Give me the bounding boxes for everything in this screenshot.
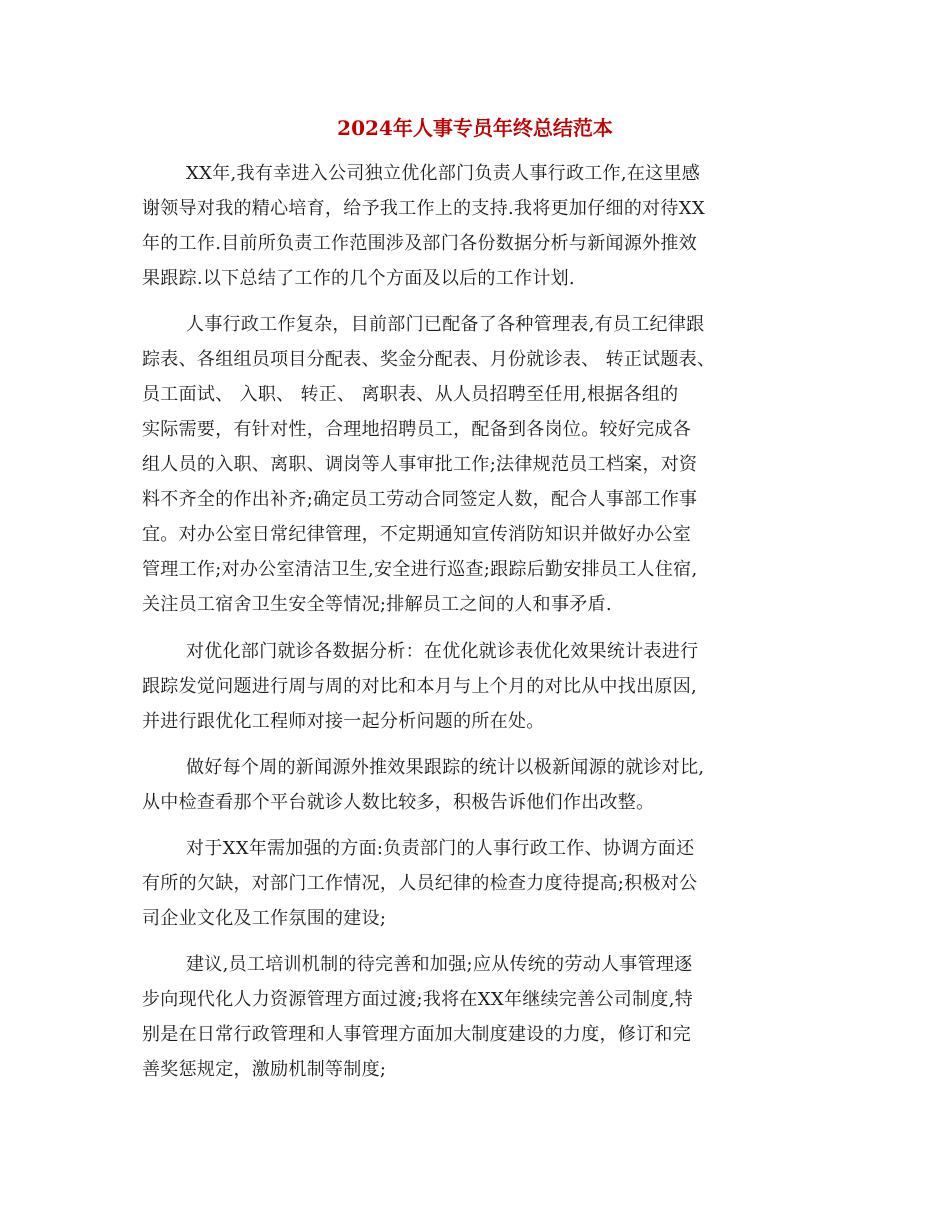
paragraph-line: 员工面试、 入职、 转正、 离职表、从人员招聘至任用,根据各组的 (142, 384, 679, 405)
paragraph-line: 关注员工宿舍卫生安全等情况;排解员工之间的人和事矛盾. (142, 594, 612, 615)
paragraph-line: 对优化部门就诊各数据分析：在优化就诊表优化效果统计表进行 (186, 641, 699, 662)
paragraph-line: 别是在日常行政管理和人事管理方面加大制度建设的力度，修订和完 (142, 1024, 691, 1045)
paragraph-line: 司企业文化及工作氛围的建设; (142, 908, 387, 929)
paragraph-line: 对于XX年需加强的方面:负责部门的人事行政工作、协调方面还 (186, 838, 695, 859)
paragraph-line: 实际需要，有针对性，合理地招聘员工，配备到各岗位。较好完成各 (142, 419, 691, 440)
paragraph-line: 建议,员工培训机制的待完善和加强;应从传统的劳动人事管理逐 (186, 954, 693, 975)
document-title: 2024年人事专员年终总结范本 (337, 116, 613, 140)
paragraph-line: XX年,我有幸进入公司独立优化部门负责人事行政工作,在这里感 (186, 163, 701, 184)
paragraph-line: 善奖惩规定，激励机制等制度; (142, 1059, 387, 1080)
paragraph-line: 有所的欠缺，对部门工作情况，人员纪律的检查力度待提高;积极对公 (142, 873, 698, 894)
paragraph-line: 并进行跟优化工程师对接一起分析问题的所在处。 (142, 711, 545, 732)
paragraph-line: 宜。对办公室日常纪律管理，不定期通知宣传消防知识并做好办公室 (142, 524, 691, 545)
paragraph-line: 谢领导对我的精心培育，给予我工作上的支持.我将更加仔细的对待XX (142, 198, 705, 219)
paragraph-line: 年的工作.目前所负责工作范围涉及部门各份数据分析与新闻源外推效 (142, 233, 698, 254)
paragraph-line: 做好每个周的新闻源外推效果跟踪的统计以极新闻源的就诊对比, (186, 757, 705, 778)
paragraph-line: 管理工作;对办公室清洁卫生,安全进行巡查;跟踪后勤安排员工人住宿, (142, 559, 698, 580)
paragraph-line: 踪表、各组组员项目分配表、奖金分配表、月份就诊表、 转正试题表、 (142, 349, 716, 370)
paragraph-line: 步向现代化人力资源管理方面过渡;我将在XX年继续完善公司制度,特 (142, 989, 694, 1010)
paragraph-line: 从中检查看那个平台就诊人数比较多，积极告诉他们作出改整。 (142, 792, 655, 813)
paragraph-line: 料不齐全的作出补齐;确定员工劳动合同签定人数，配合人事部工作事 (142, 489, 698, 510)
paragraph-line: 组人员的入职、离职、调岗等人事审批工作;法律规范员工档案，对资 (142, 454, 698, 475)
paragraph-line: 人事行政工作复杂，目前部门已配备了各种管理表,有员工纪律跟 (186, 314, 705, 335)
paragraph-line: 跟踪发觉问题进行周与周的对比和本月与上个月的对比从中找出原因, (142, 676, 698, 697)
paragraph-line: 果跟踪.以下总结了工作的几个方面及以后的工作计划. (142, 268, 575, 289)
